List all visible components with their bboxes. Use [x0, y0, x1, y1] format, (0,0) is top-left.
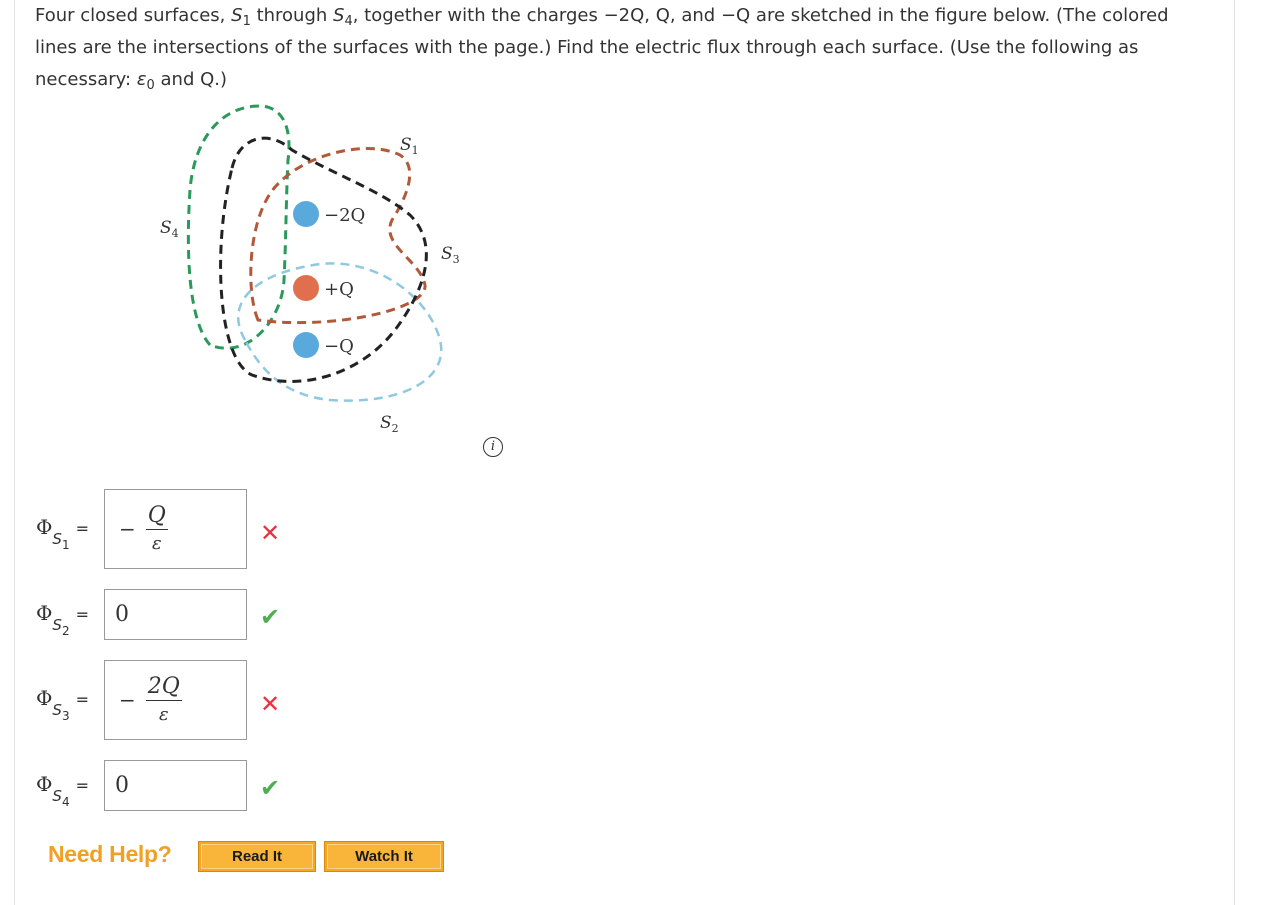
flux-label-s2: $\Phi_{S_2}=$	[36, 601, 89, 638]
fraction: $\frac{Q}{\varepsilon}$	[147, 502, 166, 554]
charge-label-minus-2q: −2Q	[324, 205, 366, 226]
flux-label-s1: $\Phi_{S_1}=$	[36, 515, 89, 552]
question-text: Four closed surfaces, $S_1$ through $S_4$, together with the charges −2Q, Q, and −Q are sketched in the figure below. (The colored lines are the intersections of the surfaces with the page.) Find the electric flux through each surface. (Use the following as necessary: $\varepsilon_0$ and Q.)	[35, 5, 1169, 93]
answer-input-s1[interactable]: − $\frac{Q}{\varepsilon}$	[104, 489, 247, 569]
incorrect-icon: ✕	[260, 519, 281, 547]
read-it-button[interactable]: Read It	[198, 841, 316, 872]
frame-left-border	[14, 0, 15, 905]
charge-minus-2q	[293, 201, 319, 227]
fraction: $\frac{2Q}{\varepsilon}$	[147, 673, 180, 725]
flux-label-s4: $\Phi_{S_4}=$	[36, 772, 89, 809]
correct-icon: ✔	[260, 774, 281, 802]
label-s3: $S_3$	[441, 244, 460, 266]
answer-input-s4[interactable]: 0	[104, 760, 247, 811]
answer-input-s3[interactable]: − $\frac{2Q}{\varepsilon}$	[104, 660, 247, 740]
incorrect-icon: ✕	[260, 690, 281, 718]
charge-plus-q	[293, 275, 319, 301]
correct-icon: ✔	[260, 603, 281, 631]
flux-label-s3: $\Phi_{S_3}=$	[36, 686, 89, 723]
label-s1: $S_1$	[400, 135, 419, 157]
charge-minus-q	[293, 332, 319, 358]
info-icon[interactable]: i	[483, 437, 503, 457]
charge-label-minus-q: −Q	[324, 336, 354, 357]
watch-it-button[interactable]: Watch It	[324, 841, 444, 872]
label-s4: $S_4$	[160, 218, 179, 240]
frame-right-border	[1234, 0, 1235, 905]
charge-label-plus-q: +Q	[324, 279, 354, 300]
answer-input-s2[interactable]: 0	[104, 589, 247, 640]
surface-s4	[188, 106, 289, 348]
label-s2: $S_2$	[380, 413, 399, 435]
gauss-surfaces-figure	[150, 95, 480, 445]
need-help-label: Need Help?	[48, 841, 172, 867]
